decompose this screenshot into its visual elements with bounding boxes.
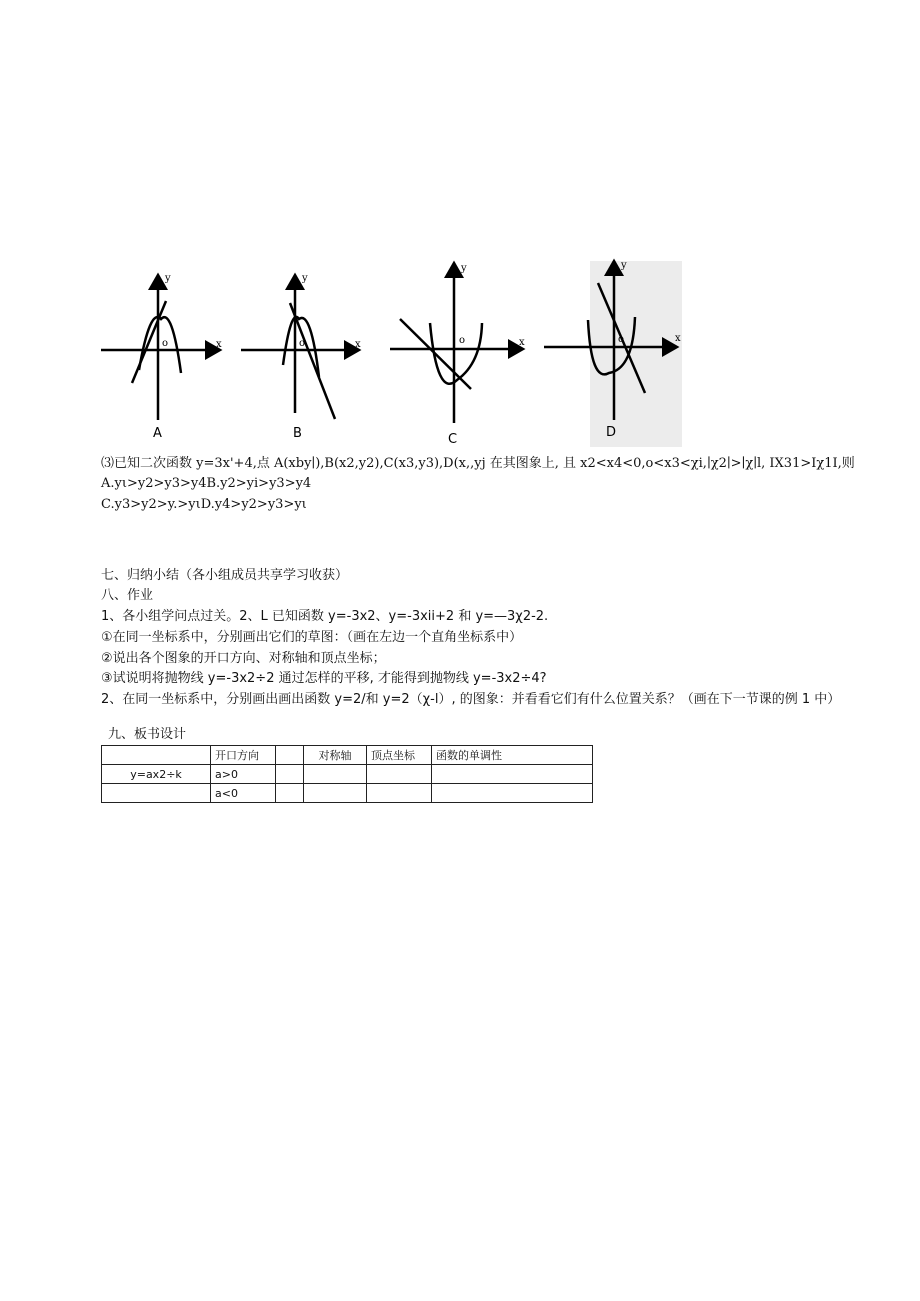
section7-title: 七、归纳小结（各小组成员共享学习收获） — [101, 568, 349, 583]
graph-options-svg — [95, 255, 695, 450]
row2-empty-cell — [304, 784, 367, 803]
homework-item2: 2、在同一坐标系中，分别画出画出函数 y=2/和 y=2（χ-l）, 的图象：并看看它们有什么位置关系？（画在下一节课的例 1 中） — [101, 692, 841, 707]
row2-condition: a<0 — [211, 784, 276, 803]
figure-d-shading — [590, 261, 682, 447]
header-cell-0 — [102, 746, 211, 765]
graph-a-caption: A — [153, 426, 162, 441]
row1-empty-cell — [367, 765, 432, 784]
graph-c-caption: C — [448, 432, 458, 447]
graph-b-x-label: x — [355, 339, 361, 350]
row2-empty-cell — [432, 784, 593, 803]
graph-c-origin-label: o — [459, 335, 466, 346]
header-cell-opening: 开口方向 — [211, 746, 276, 765]
graph-b-caption: B — [293, 426, 302, 441]
graph-b-line — [290, 303, 335, 419]
question3-options-cd: C.y3>y2>y.>yιD.y4>y2>y3>yι — [101, 497, 307, 512]
graph-d-y-label: y — [621, 260, 627, 271]
header-cell-vertex: 顶点坐标 — [367, 746, 432, 765]
graph-a-y-label: y — [165, 273, 171, 284]
graph-d-caption: D — [606, 425, 617, 440]
graph-options-figure — [95, 255, 695, 450]
row1-empty-cell — [304, 765, 367, 784]
header-cell-monotonicity: 函数的单调性 — [432, 746, 593, 765]
row1-empty-cell — [276, 765, 304, 784]
row1-label: y=ax2÷k — [102, 765, 211, 784]
homework-sub2: ②说出各个图象的开口方向、对称轴和顶点坐标； — [101, 651, 386, 666]
header-cell-axis: 对称轴 — [304, 746, 367, 765]
graph-b-origin-label: o — [299, 338, 306, 349]
graph-c-line — [400, 319, 471, 389]
row2-label — [102, 784, 211, 803]
graph-c-y-label: y — [461, 263, 467, 274]
homework-sub3: ③试说明将抛物线 y=-3x2÷2 通过怎样的平移, 才能得到抛物线 y=-3x2÷4? — [101, 671, 547, 686]
graph-d-origin-label: o — [618, 334, 625, 345]
row2-empty-cell — [276, 784, 304, 803]
section8-title: 八、作业 — [101, 588, 154, 603]
table-row — [102, 746, 593, 765]
graph-a — [101, 275, 220, 420]
row2-empty-cell — [367, 784, 432, 803]
row1-empty-cell — [432, 765, 593, 784]
board-design-table — [101, 745, 593, 803]
homework-sub1: ①在同一坐标系中，分别画出它们的草图：（画在左边一个直角坐标系中） — [101, 630, 523, 645]
question3-options-ab: A.yι>y2>y3>y4B.y2>yi>y3>y4 — [101, 476, 312, 491]
graph-a-origin-label: o — [162, 338, 169, 349]
table-row — [102, 784, 593, 803]
graph-a-x-label: x — [216, 339, 222, 350]
question3-stem: ⑶已知二次函数 y=3x'+4,点 A(xby∣),B(x2,y2),C(x3,y3),D(x,,yj 在其图象上, 且 x2<x4<0,o<x3<χi,∣χ2∣>∣χ∣l, IX31>Iχ1I,则 — [101, 456, 855, 471]
header-cell-2 — [276, 746, 304, 765]
row1-condition: a>0 — [211, 765, 276, 784]
homework-item1: 1、各小组学问点过关。2、L 已知函数 y=-3x2、y=-3xii+2 和 y=—3χ2-2. — [101, 609, 549, 624]
graph-c — [390, 263, 523, 423]
table-row — [102, 765, 593, 784]
graph-d-x-label: x — [675, 333, 681, 344]
section9-title: 九、板书设计 — [108, 727, 187, 742]
graph-a-parabola — [139, 317, 181, 373]
graph-a-line — [132, 301, 169, 383]
graph-c-x-label: x — [519, 337, 525, 348]
graph-b-y-label: y — [302, 273, 308, 284]
